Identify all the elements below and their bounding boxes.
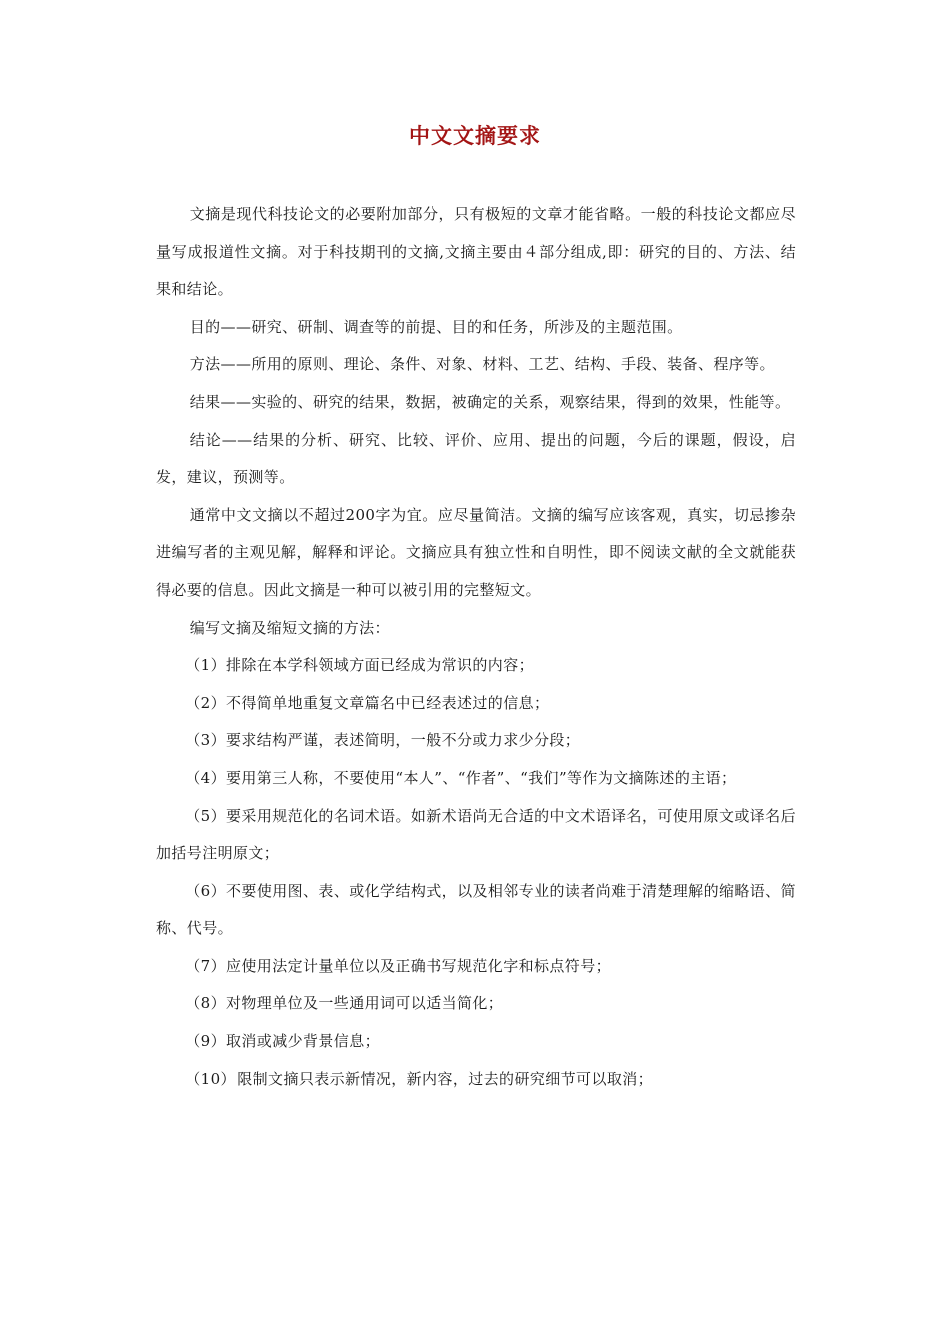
list-item [156,685,796,723]
list-item-text: 要用第三人称，不要使用“本人”、“作者”、“我们”等作为文摘陈述的主语； [226,768,737,787]
list-item-number: （6） [185,881,226,900]
paragraph-methods-heading: 编写文摘及缩短文摘的方法： [189,618,390,637]
list-item [156,798,796,873]
list-item-number: （5） [185,806,226,825]
paragraph-purpose: 目的——研究、研制、调查等的前提、目的和任务，所涉及的主题范围。 [189,317,683,336]
list-item-number: （3） [185,731,226,750]
list-item-text: 排除在本学科领域方面已经成为常识的内容； [226,656,535,675]
list-item [156,985,796,1023]
list-item-number: （8） [185,994,226,1013]
list-item-number: （1） [185,656,226,675]
list-item-text: 要求结构严谨，表述简明，一般不分或力求少分段； [226,731,581,750]
list-item [156,722,796,760]
paragraph-method: 方法——所用的原则、理论、条件、对象、材料、工艺、结构、手段、装备、程序等。 [189,355,775,374]
document-body [156,196,796,1098]
list-item-text: 对物理单位及一些通用词可以适当简化； [226,994,504,1013]
paragraph-result: 结果——实验的、研究的结果，数据，被确定的关系，观察结果，得到的效果，性能等。 [189,392,791,411]
list-item-number: （7） [185,956,226,975]
list-item [156,873,796,948]
paragraph-intro: 文摘是现代科技论文的必要附加部分，只有极短的文章才能省略。一般的科技论文都应尽量写成报道性文摘。对于科技期刊的文摘,文摘主要由４部分组成,即：研究的目的、方法、结果和结论。 [156,205,796,299]
list-item-text: 取消或减少背景信息； [226,1032,381,1051]
list-item [156,647,796,685]
list-item-text: 限制文摘只表示新情况，新内容，过去的研究细节可以取消； [237,1069,654,1088]
paragraph-length-guideline: 通常中文文摘以不超过200字为宜。应尽量简洁。文摘的编写应该客观，真实，切忌掺杂进编写者的主观见解，解释和评论。文摘应具有独立性和自明性，即不阅读文献的全文就能获得必要的信息。因此文摘是一种可以被引用的完整短文。 [156,505,796,599]
list-item [156,948,796,986]
list-item-number: （9） [185,1032,226,1051]
list-item-text: 应使用法定计量单位以及正确书写规范化字和标点符号； [226,956,612,975]
paragraph-conclusion: 结论——结果的分析、研究、比较、评价、应用、提出的问题，今后的课题，假设，启发，建议，预测等。 [156,430,796,487]
list-item-number: （10） [185,1069,236,1088]
list-item [156,1061,796,1099]
list-item [156,760,796,798]
list-item-number: （4） [185,768,226,787]
page-title: 中文文摘要求 [409,123,541,148]
list-item-text: 不得简单地重复文章篇名中已经表述过的信息； [226,693,550,712]
list-item-text: 不要使用图、表、或化学结构式，以及相邻专业的读者尚难于清楚理解的缩略语、简称、代号。 [156,881,796,938]
list-item-text: 要采用规范化的名词术语。如新术语尚无合适的中文术语译名，可使用原文或译名后加括号注明原文； [156,806,796,863]
list-item [156,1023,796,1061]
list-item-number: （2） [185,693,226,712]
